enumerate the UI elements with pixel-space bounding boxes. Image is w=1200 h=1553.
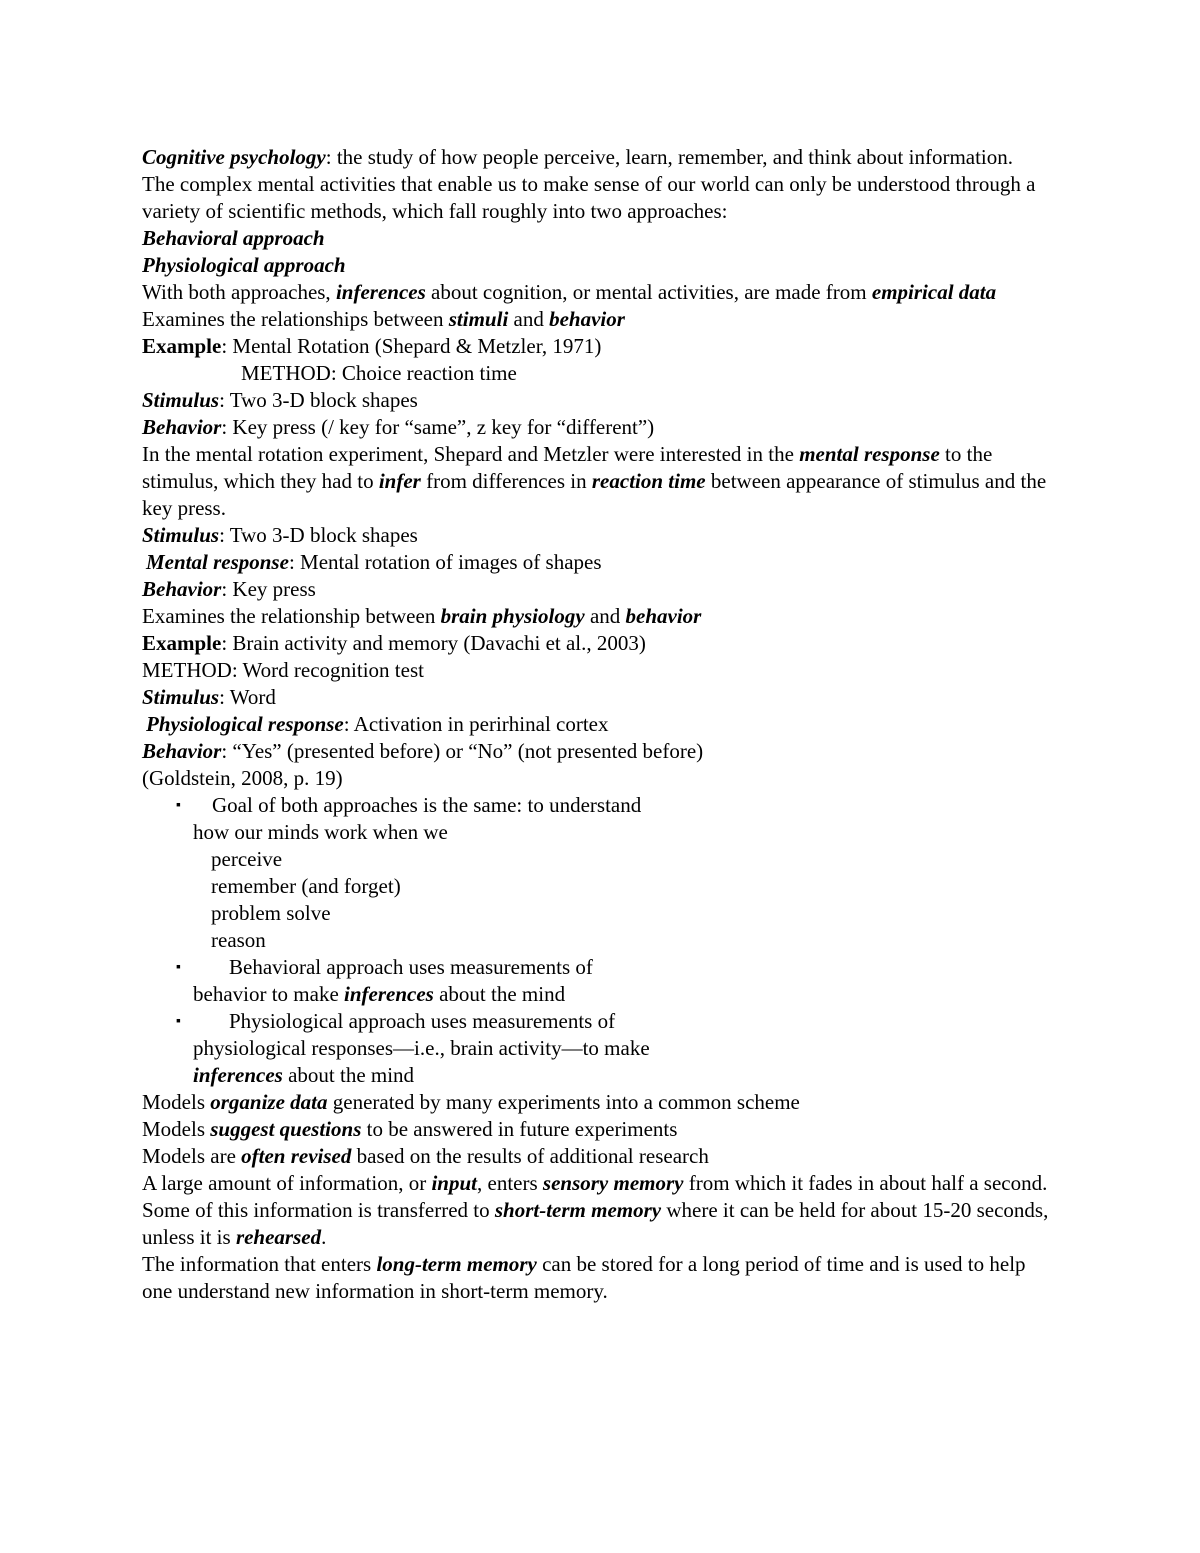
heading-physiological-approach: Physiological approach [142, 253, 346, 277]
text: to be answered in future experiments [361, 1117, 678, 1141]
text: from differences in [420, 469, 592, 493]
text: : “Yes” (presented before) or “No” (not presented before) [221, 739, 704, 763]
text: : Two 3-D block shapes [219, 523, 418, 547]
emphasis: stimuli [448, 307, 509, 331]
text: With both approaches, [142, 280, 336, 304]
sub-item: problem solve [211, 901, 331, 925]
bullet-continuation: physiological responses—i.e., brain activity—to make [193, 1036, 650, 1060]
text: , enters [477, 1171, 543, 1195]
text: A large amount of information, or [142, 1171, 432, 1195]
paragraph [142, 279, 1060, 306]
document-body [142, 144, 1060, 1305]
emphasis: short-term memory [494, 1198, 662, 1222]
label-example: Example [142, 334, 222, 358]
text: In the mental rotation experiment, Shepard and Metzler were interested in the [142, 442, 800, 466]
emphasis: behavior [625, 604, 702, 628]
sub-item: perceive [211, 847, 283, 871]
text: : the study of how people perceive, learn, remember, and think about information. [325, 145, 1014, 169]
text: Examines the relationship between [142, 604, 441, 628]
bullet-continuation [142, 1062, 1060, 1089]
citation: (Goldstein, 2008, p. 19) [142, 766, 343, 790]
bullet-item [142, 792, 1060, 819]
text: between appearance of stimulus and the key press. [142, 469, 1047, 520]
stimulus-line [142, 387, 1060, 414]
label-behavior: Behavior [142, 577, 222, 601]
method-line: METHOD: Choice reaction time [241, 361, 517, 385]
emphasis: often revised [241, 1144, 352, 1168]
behavior-line [142, 414, 1060, 441]
bullet-continuation [142, 981, 1060, 1008]
term-cognitive-psychology: Cognitive psychology [142, 145, 326, 169]
label-stimulus: Stimulus [142, 685, 220, 709]
paragraph [142, 171, 1060, 225]
paragraph [142, 1197, 1060, 1251]
example-line [142, 333, 1060, 360]
text: Goal of both approaches is the same: to understand [212, 793, 642, 817]
paragraph [142, 1116, 1060, 1143]
text: about cognition, or mental activities, are made from [425, 280, 872, 304]
text: The complex mental activities that enable us to make sense of our world can only be understood through a variety of scientific methods, which fall roughly into two approaches: [142, 172, 1036, 223]
emphasis: infer [378, 469, 421, 493]
bullet-continuation: how our minds work when we [193, 820, 448, 844]
heading-behavioral-approach: Behavioral approach [142, 226, 325, 250]
text: Some of this information is transferred to [142, 1198, 495, 1222]
label-stimulus: Stimulus [142, 523, 220, 547]
paragraph [142, 306, 1060, 333]
text: Behavioral approach uses measurements of [229, 955, 593, 979]
text: to the stimulus, which they had to [142, 442, 993, 493]
text: behavior to make [193, 982, 345, 1006]
label-physiological-response: Physiological response [146, 712, 344, 736]
text: . [321, 1225, 327, 1249]
emphasis: input [431, 1171, 477, 1195]
text: Models [142, 1090, 211, 1114]
paragraph [142, 603, 1060, 630]
emphasis: inferences [344, 982, 434, 1006]
square-bullet-icon: ▪ [176, 1014, 181, 1029]
definition-paragraph [142, 144, 1060, 171]
text: : Brain activity and memory (Davachi et al., 2003) [221, 631, 646, 655]
physiological-response-line [142, 711, 1060, 738]
paragraph [142, 1143, 1060, 1170]
stimulus-line [142, 522, 1060, 549]
text: about the mind [433, 982, 566, 1006]
text: Models [142, 1117, 211, 1141]
mental-response-line [142, 549, 1060, 576]
text: : Key press [221, 577, 316, 601]
text: : Mental rotation of images of shapes [288, 550, 602, 574]
label-mental-response: Mental response [146, 550, 289, 574]
text: : Mental Rotation (Shepard & Metzler, 1971) [221, 334, 602, 358]
text: from which it fades in about half a second. [683, 1171, 1048, 1195]
text: : Key press (/ key for “same”, z key for “different”) [221, 415, 655, 439]
paragraph [142, 1089, 1060, 1116]
example-line [142, 630, 1060, 657]
emphasis: suggest questions [210, 1117, 362, 1141]
behavior-line [142, 576, 1060, 603]
label-example: Example [142, 631, 222, 655]
text: : Activation in perirhinal cortex [343, 712, 609, 736]
text: about the mind [282, 1063, 415, 1087]
emphasis: reaction time [591, 469, 706, 493]
label-behavior: Behavior [142, 415, 222, 439]
paragraph [142, 1170, 1060, 1197]
text: The information that enters [142, 1252, 377, 1276]
text: Physiological approach uses measurements of [229, 1009, 616, 1033]
paragraph [142, 1251, 1060, 1305]
emphasis: inferences [193, 1063, 283, 1087]
method-line: METHOD: Word recognition test [142, 658, 424, 682]
text: can be stored for a long period of time and is used to help one understand new information in short-term memory. [142, 1252, 1026, 1303]
emphasis: behavior [549, 307, 625, 331]
emphasis: empirical data [871, 280, 997, 304]
text: where it can be held for about 15-20 seconds, unless it is [142, 1198, 1049, 1249]
sub-item: remember (and forget) [211, 874, 401, 898]
emphasis: mental response [799, 442, 940, 466]
emphasis: sensory memory [542, 1171, 684, 1195]
label-behavior: Behavior [142, 739, 222, 763]
emphasis: rehearsed [235, 1225, 322, 1249]
text: Models are [142, 1144, 242, 1168]
label-stimulus: Stimulus [142, 388, 220, 412]
text: : Two 3-D block shapes [219, 388, 418, 412]
text: based on the results of additional research [351, 1144, 709, 1168]
stimulus-line [142, 684, 1060, 711]
behavior-line [142, 738, 1060, 765]
emphasis: long-term memory [376, 1252, 537, 1276]
square-bullet-icon: ▪ [176, 798, 181, 813]
text: and [508, 307, 550, 331]
bullet-item [142, 1008, 1060, 1035]
bullet-item [142, 954, 1060, 981]
text: : Word [219, 685, 276, 709]
text: Examines the relationships between [142, 307, 449, 331]
sub-item: reason [211, 928, 266, 952]
text: and [584, 604, 626, 628]
square-bullet-icon: ▪ [176, 960, 181, 975]
emphasis: inferences [335, 280, 426, 304]
emphasis: brain physiology [440, 604, 585, 628]
paragraph [142, 441, 1060, 522]
emphasis: organize data [210, 1090, 328, 1114]
text: generated by many experiments into a common scheme [327, 1090, 800, 1114]
